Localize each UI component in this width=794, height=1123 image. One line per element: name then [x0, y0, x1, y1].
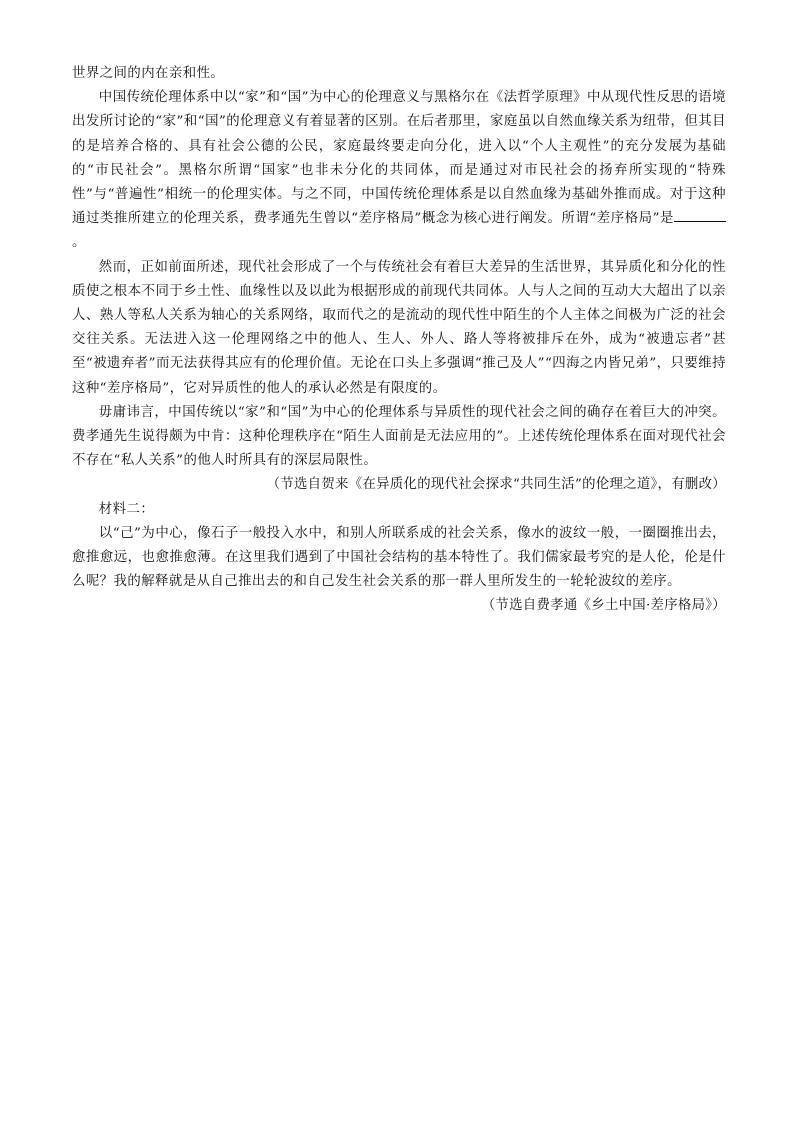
source-citation-2: （节选自费孝通《乡土中国·差序格局》）	[481, 598, 726, 614]
paragraph-1-text: 中国传统伦理体系中以“家”和“国”为中心的伦理意义与黑格尔在《法哲学原理》中从现代性反思的语境出发所讨论的“家”和“国”的伦理意义有着显著的区别。在后者那里，家庭虽以自然血缘关系为纽带，但其目的是培养合格的、具有社会公德的公民，家庭最终要走向分化，进入以“个人主观性”的充分发展为基础的“市民社会”。黑格尔所谓“国家”也非未分化的共同体，而是通过对市民社会的扬弃所实现的“特殊性”与“普遍性”相统一的伦理实体。与之不同，中国传统伦理体系是以自然血缘为基础外推而成。对于这种通过类推所建立的伦理关系，费孝通先生曾以“差序格局”概念为核心进行阐发。所谓“差序格局”是	[72, 90, 726, 227]
source-citation-1: （节选自贺来《在异质化的现代社会探求“共同生活”的伦理之道》，有删改）	[266, 477, 726, 493]
paragraph-1-end: 。	[72, 235, 86, 251]
paragraph-2: 然而，正如前面所述，现代社会形成了一个与传统社会有着巨大差异的生活世界，其异质化和分化的性质使之根本不同于乡土性、血缘性以及以此为根据形成的前现代共同体。人与人之间的互动大大超出了以亲人、熟人等私人关系为轴心的关系网络，取而代之的是流动的现代性中陌生的个人主体之间极为广泛的社会交往关系。无法进入这一伦理网络之中的他人、生人、外人、路人等将被排斥在外，成为“被遗忘者”甚至“被遗弃者”而无法获得其应有的伦理价值。无论在口头上多强调“推己及人”“四海之内皆兄弟”，只要维持这种“差序格局”，它对异质性的他人的承认必然是有限度的。	[72, 259, 726, 396]
material-2-heading: 材料二：	[98, 501, 155, 517]
document-page	[72, 62, 726, 619]
paragraph-continuation: 世界之间的内在亲和性。	[72, 66, 225, 81]
paragraph-4: 以“己”为中心，像石子一般投入水中，和别人所联系成的社会关系，像水的波纹一般，一圈圈推出去，愈推愈远，也愈推愈薄。在这里我们遇到了中国社会结构的基本特性了。我们儒家最考究的是人伦，伦是什么呢？我的解释就是从自己推出去的和自己发生社会关系的那一群人里所发生的一轮轮波纹的差序。	[72, 525, 726, 590]
fill-in-blank[interactable]	[674, 207, 726, 222]
paragraph-1	[72, 86, 726, 255]
paragraph-3: 毋庸讳言，中国传统以“家”和“国”为中心的伦理体系与异质性的现代社会之间的确存在着巨大的冲突。费孝通先生说得颇为中肯：这种伦理秩序在“陌生人面前是无法应用的”。上述传统伦理体系在面对现代社会不存在“私人关系”的他人时所具有的深层局限性。	[72, 404, 726, 469]
